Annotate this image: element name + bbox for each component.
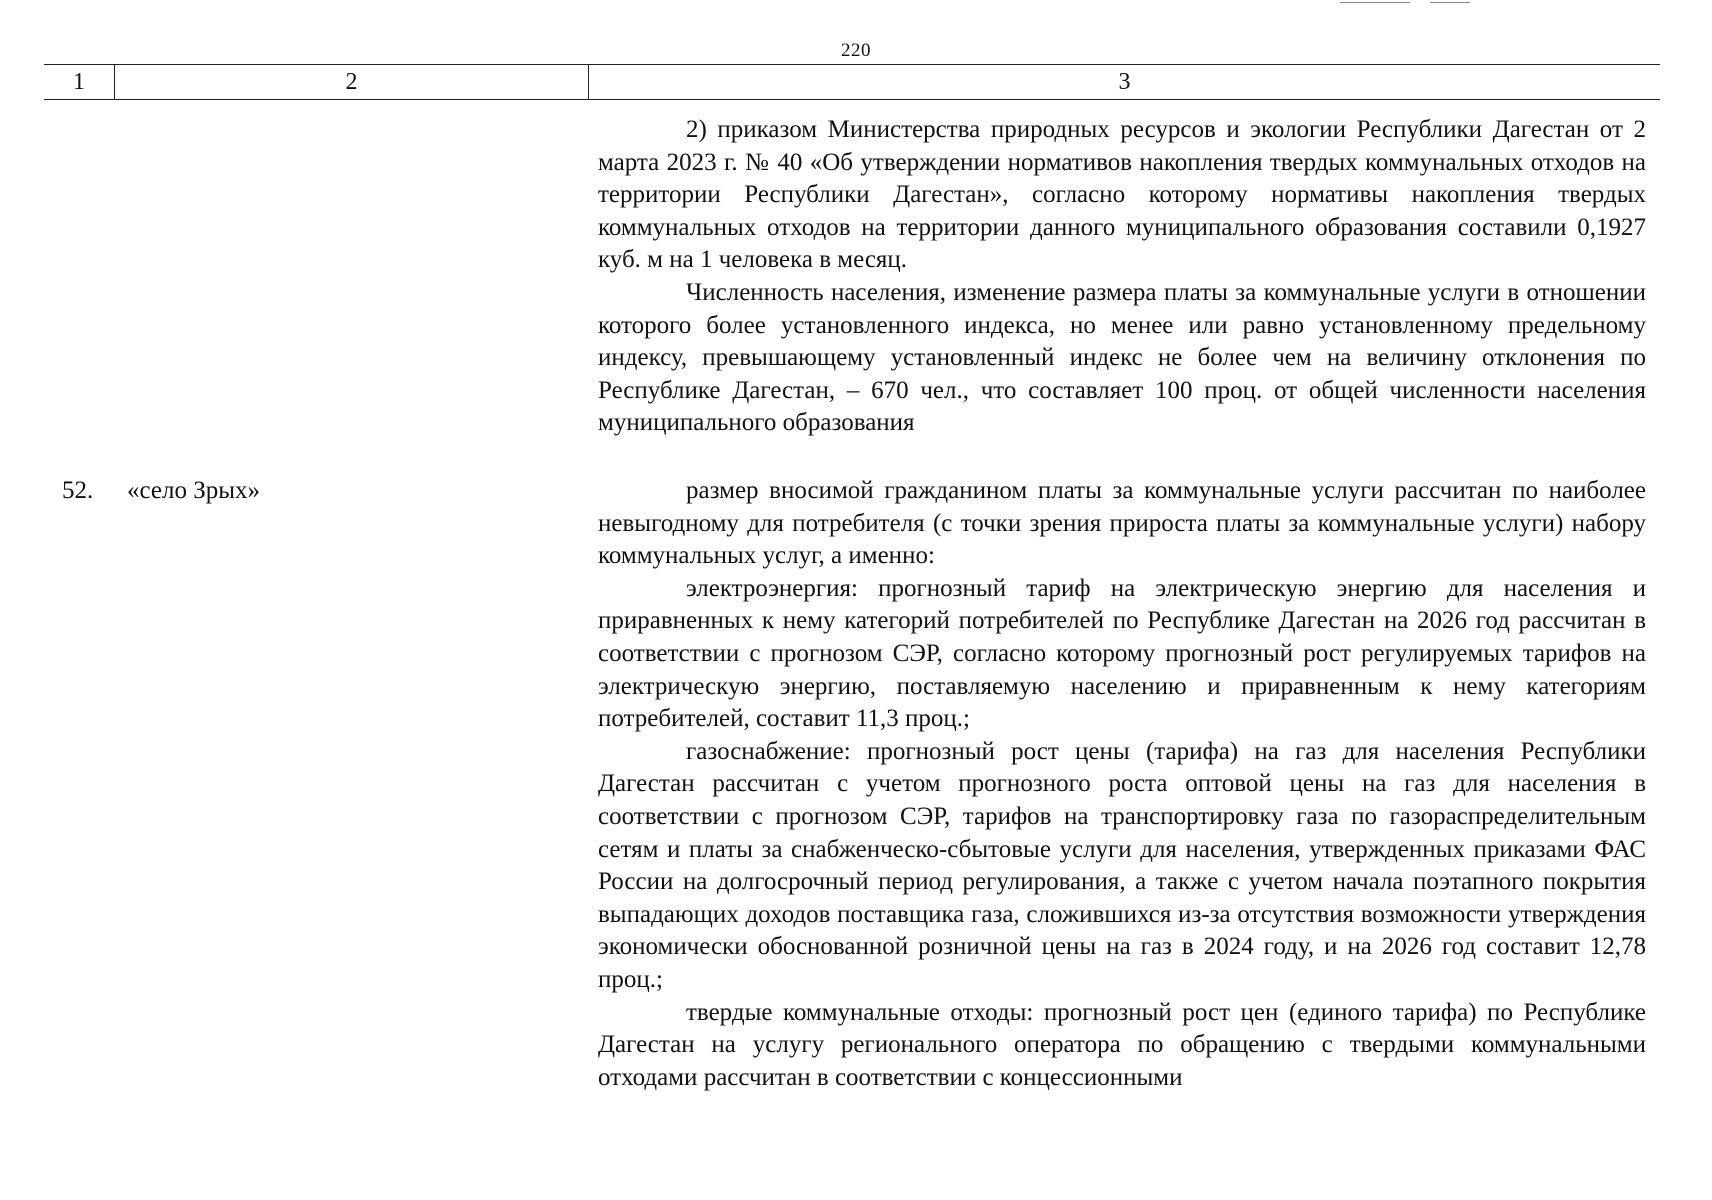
row-number: 52.	[62, 477, 94, 504]
paragraph: 2) приказом Министерства природных ресурсов и экологии Республики Дагестан от 2 марта 2023 г. № 40 «Об утверждении нормативов накопления твердых коммунальных отходов на территории Республики Дагестан», согласно которому нормативы накопления твердых коммунальных отходов на территории данного муниципального образования составили 0,1927 куб. м на 1 человека в месяц.	[598, 116, 1646, 274]
municipality-name: «село Зрых»	[127, 477, 261, 504]
paragraph: электроэнергия: прогнозный тариф на электрическую энергию для населения и приравненных к нему категорий потребителей по Республике Дагестан на 2026 год рассчитан в соответствии с прогнозом СЭР, согласно которому прогнозный рост регулируемых тарифов на электрическую энергию, поставляемую населению и приравненным к нему категориям потребителей, составит 11,3 проц.;	[598, 574, 1646, 733]
table-header-row	[44, 64, 1660, 100]
scan-artifact	[1340, 2, 1410, 3]
page-number: 220	[841, 40, 871, 61]
paragraph: Численность населения, изменение размера платы за коммунальные услуги в отношении которого более установленного индекса, но менее или равно установленному предельному индексу, превышающему установленный индекс не более чем на величину отклонения по Республике Дагестан, – 670 чел., что составляет 100 проц. от общей численности населения муниципального образования	[598, 278, 1646, 437]
paragraph: газоснабжение: прогнозный рост цены (тарифа) на газ для населения Республики Дагестан рассчитан с учетом прогнозного роста оптовой цены на газ для населения в соответствии с прогнозом СЭР, тарифов на транспортировку газа по газораспределительным сетям и платы за снабженческо-сбытовые услуги для населения, утвержденных приказами ФАС России на долгосрочный период регулирования, а также с учетом начала поэтапного покрытия выпадающих доходов поставщика газа, сложившихся из-за отсутствия возможности утверждения экономически обоснованной розничной цены на газ в 2024 году, и на 2026 год составит 12,78 проц.;	[598, 737, 1646, 993]
column-number-1: 1	[44, 65, 115, 99]
previous-entry-text	[598, 114, 1646, 440]
paragraph: твердые коммунальные отходы: прогнозный рост цен (единого тарифа) по Республике Дагестан на услугу регионального оператора по обращению с твердыми коммунальными отходами рассчитан в соответствии с концессионными	[598, 998, 1646, 1091]
paragraph: размер вносимой гражданином платы за коммунальные услуги рассчитан по наиболее невыгодному для потребителя (с точки зрения прироста платы за коммунальные услуги) набору коммунальных услуг, а именно:	[598, 477, 1646, 570]
scan-artifact	[1430, 2, 1470, 3]
column-number-2: 2	[115, 65, 589, 99]
entry-description-text	[598, 475, 1646, 1094]
column-number-3: 3	[1118, 68, 1131, 95]
